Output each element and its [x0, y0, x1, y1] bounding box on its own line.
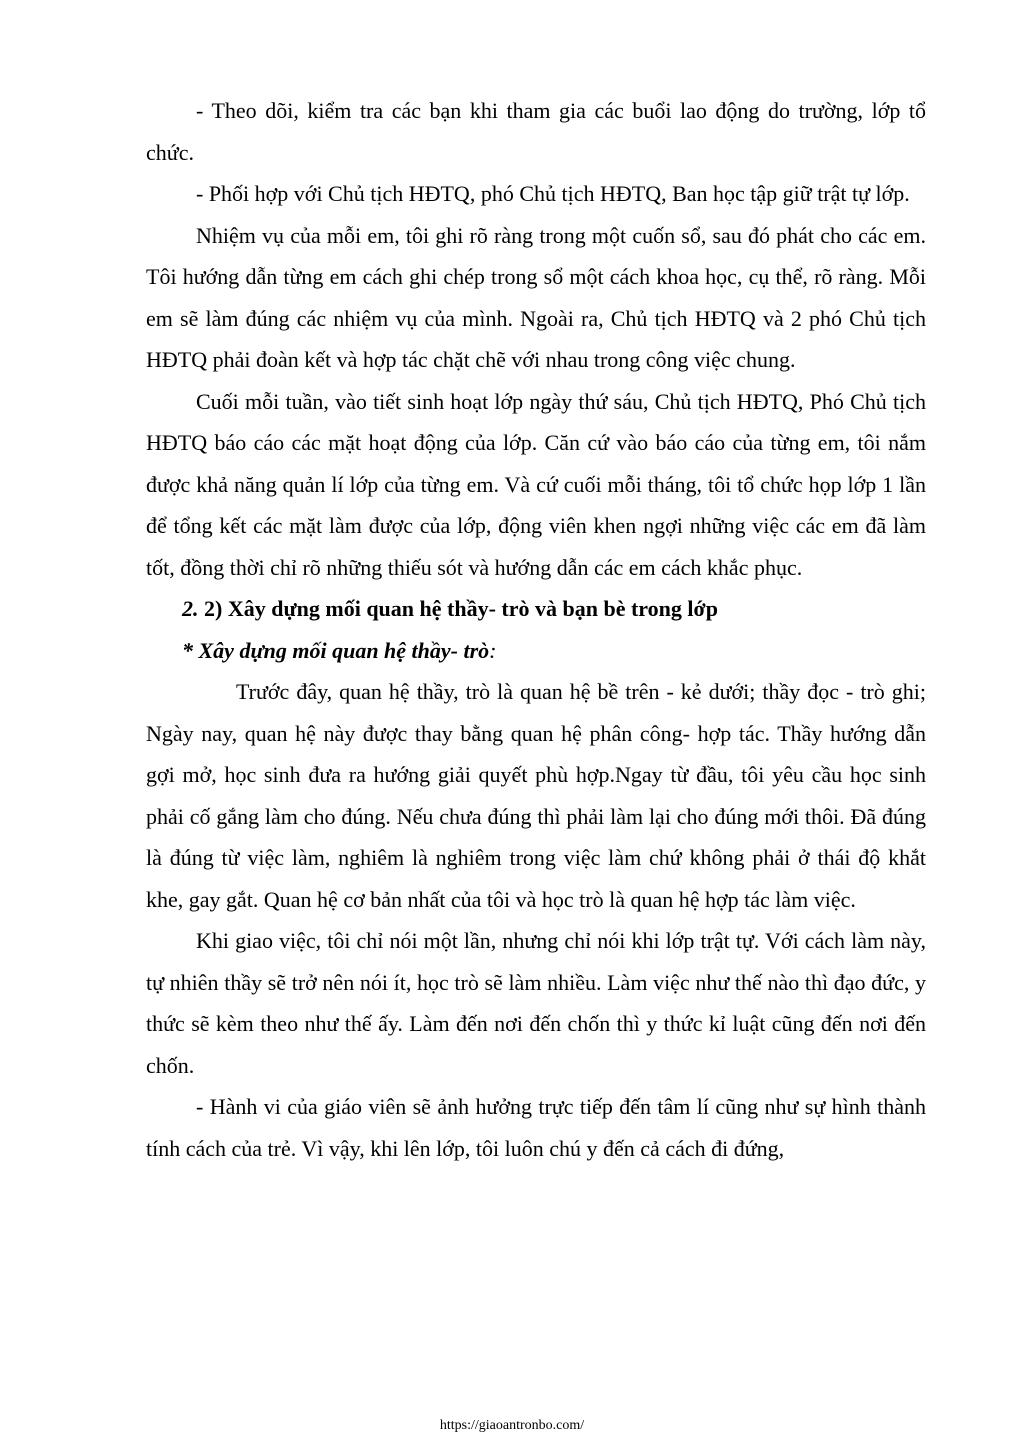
footer-url: https://giaoantronbo.com/ — [439, 1418, 585, 1433]
subsection-heading — [146, 630, 926, 672]
section-heading-text: 2) Xây dựng mối quan hệ thầy- trò và bạn bè trong lớp — [198, 596, 718, 621]
paragraph-6: Khi giao việc, tôi chỉ nói một lần, nhưng chỉ nói khi lớp trật tự. Với cách làm này, tự nhiên thầy sẽ trở nên nói ít, học trò sẽ làm nhiều. Làm việc như thế nào thì đạo đức, y thức sẽ kèm theo như thế ấy. Làm đến nơi đến chốn thì y thức kỉ luật cũng đến nơi đến chốn. — [146, 928, 926, 1078]
section-heading-number: 2. — [182, 596, 199, 621]
section-heading — [146, 588, 926, 630]
paragraph-4: Cuối mỗi tuần, vào tiết sinh hoạt lớp ngày thứ sáu, Chủ tịch HĐTQ, Phó Chủ tịch HĐTQ báo cáo các mặt hoạt động của lớp. Căn cứ vào báo cáo của từng em, tôi nắm được khả năng quản lí lớp của từng em. Và cứ cuối mỗi tháng, tôi tổ chức họp lớp 1 lần để tổng kết các mặt làm được của lớp, động viên khen ngợi những việc các em đã làm tốt, đồng thời chỉ rõ những thiếu sót và hướng dẫn các em cách khắc phục. — [146, 388, 926, 580]
paragraph-7: - Hành vi của giáo viên sẽ ảnh hưởng trực tiếp đến tâm lí cũng như sự hình thành tính cách của trẻ. Vì vậy, khi lên lớp, tôi luôn chú y đến cả cách đi đứng, — [146, 1094, 926, 1161]
document-body — [146, 90, 926, 1169]
paragraph-3: Nhiệm vụ của mỗi em, tôi ghi rõ ràng trong một cuốn sổ, sau đó phát cho các em. Tôi hướng dẫn từng em cách ghi chép trong sổ một cách khoa học, cụ thể, rõ ràng. Mỗi em sẽ làm đúng các nhiệm vụ của mình. Ngoài ra, Chủ tịch HĐTQ và 2 phó Chủ tịch HĐTQ phải đoàn kết và hợp tác chặt chẽ với nhau trong công việc chung. — [146, 222, 926, 372]
paragraph-1: - Theo dõi, kiểm tra các bạn khi tham gia các buổi lao động do trường, lớp tổ chức. — [146, 98, 926, 165]
paragraph-2: - Phối hợp với Chủ tịch HĐTQ, phó Chủ tịch HĐTQ, Ban học tập giữ trật tự lớp. — [196, 181, 910, 206]
subsection-heading-text: * Xây dựng mối quan hệ thầy- trò — [182, 637, 490, 663]
subsection-heading-colon: : — [489, 637, 497, 663]
paragraph-5: Trước đây, quan hệ thầy, trò là quan hệ bề trên - kẻ dưới; thầy đọc - trò ghi; Ngày nay, quan hệ này được thay bằng quan hệ phân công- hợp tác. Thầy hướng dẫn gợi mở, học sinh đưa ra hướng giải quyết phù hợp.Ngay từ đầu, tôi yêu cầu học sinh phải cố gắng làm cho đúng. Nếu chưa đúng thì phải làm lại cho đúng mới thôi. Đã đúng là đúng từ việc làm, nghiêm là nghiêm trong việc làm chứ không phải ở thái độ khắt khe, gay gắt. Quan hệ cơ bản nhất của tôi và học trò là quan hệ hợp tác làm việc. — [146, 679, 926, 912]
